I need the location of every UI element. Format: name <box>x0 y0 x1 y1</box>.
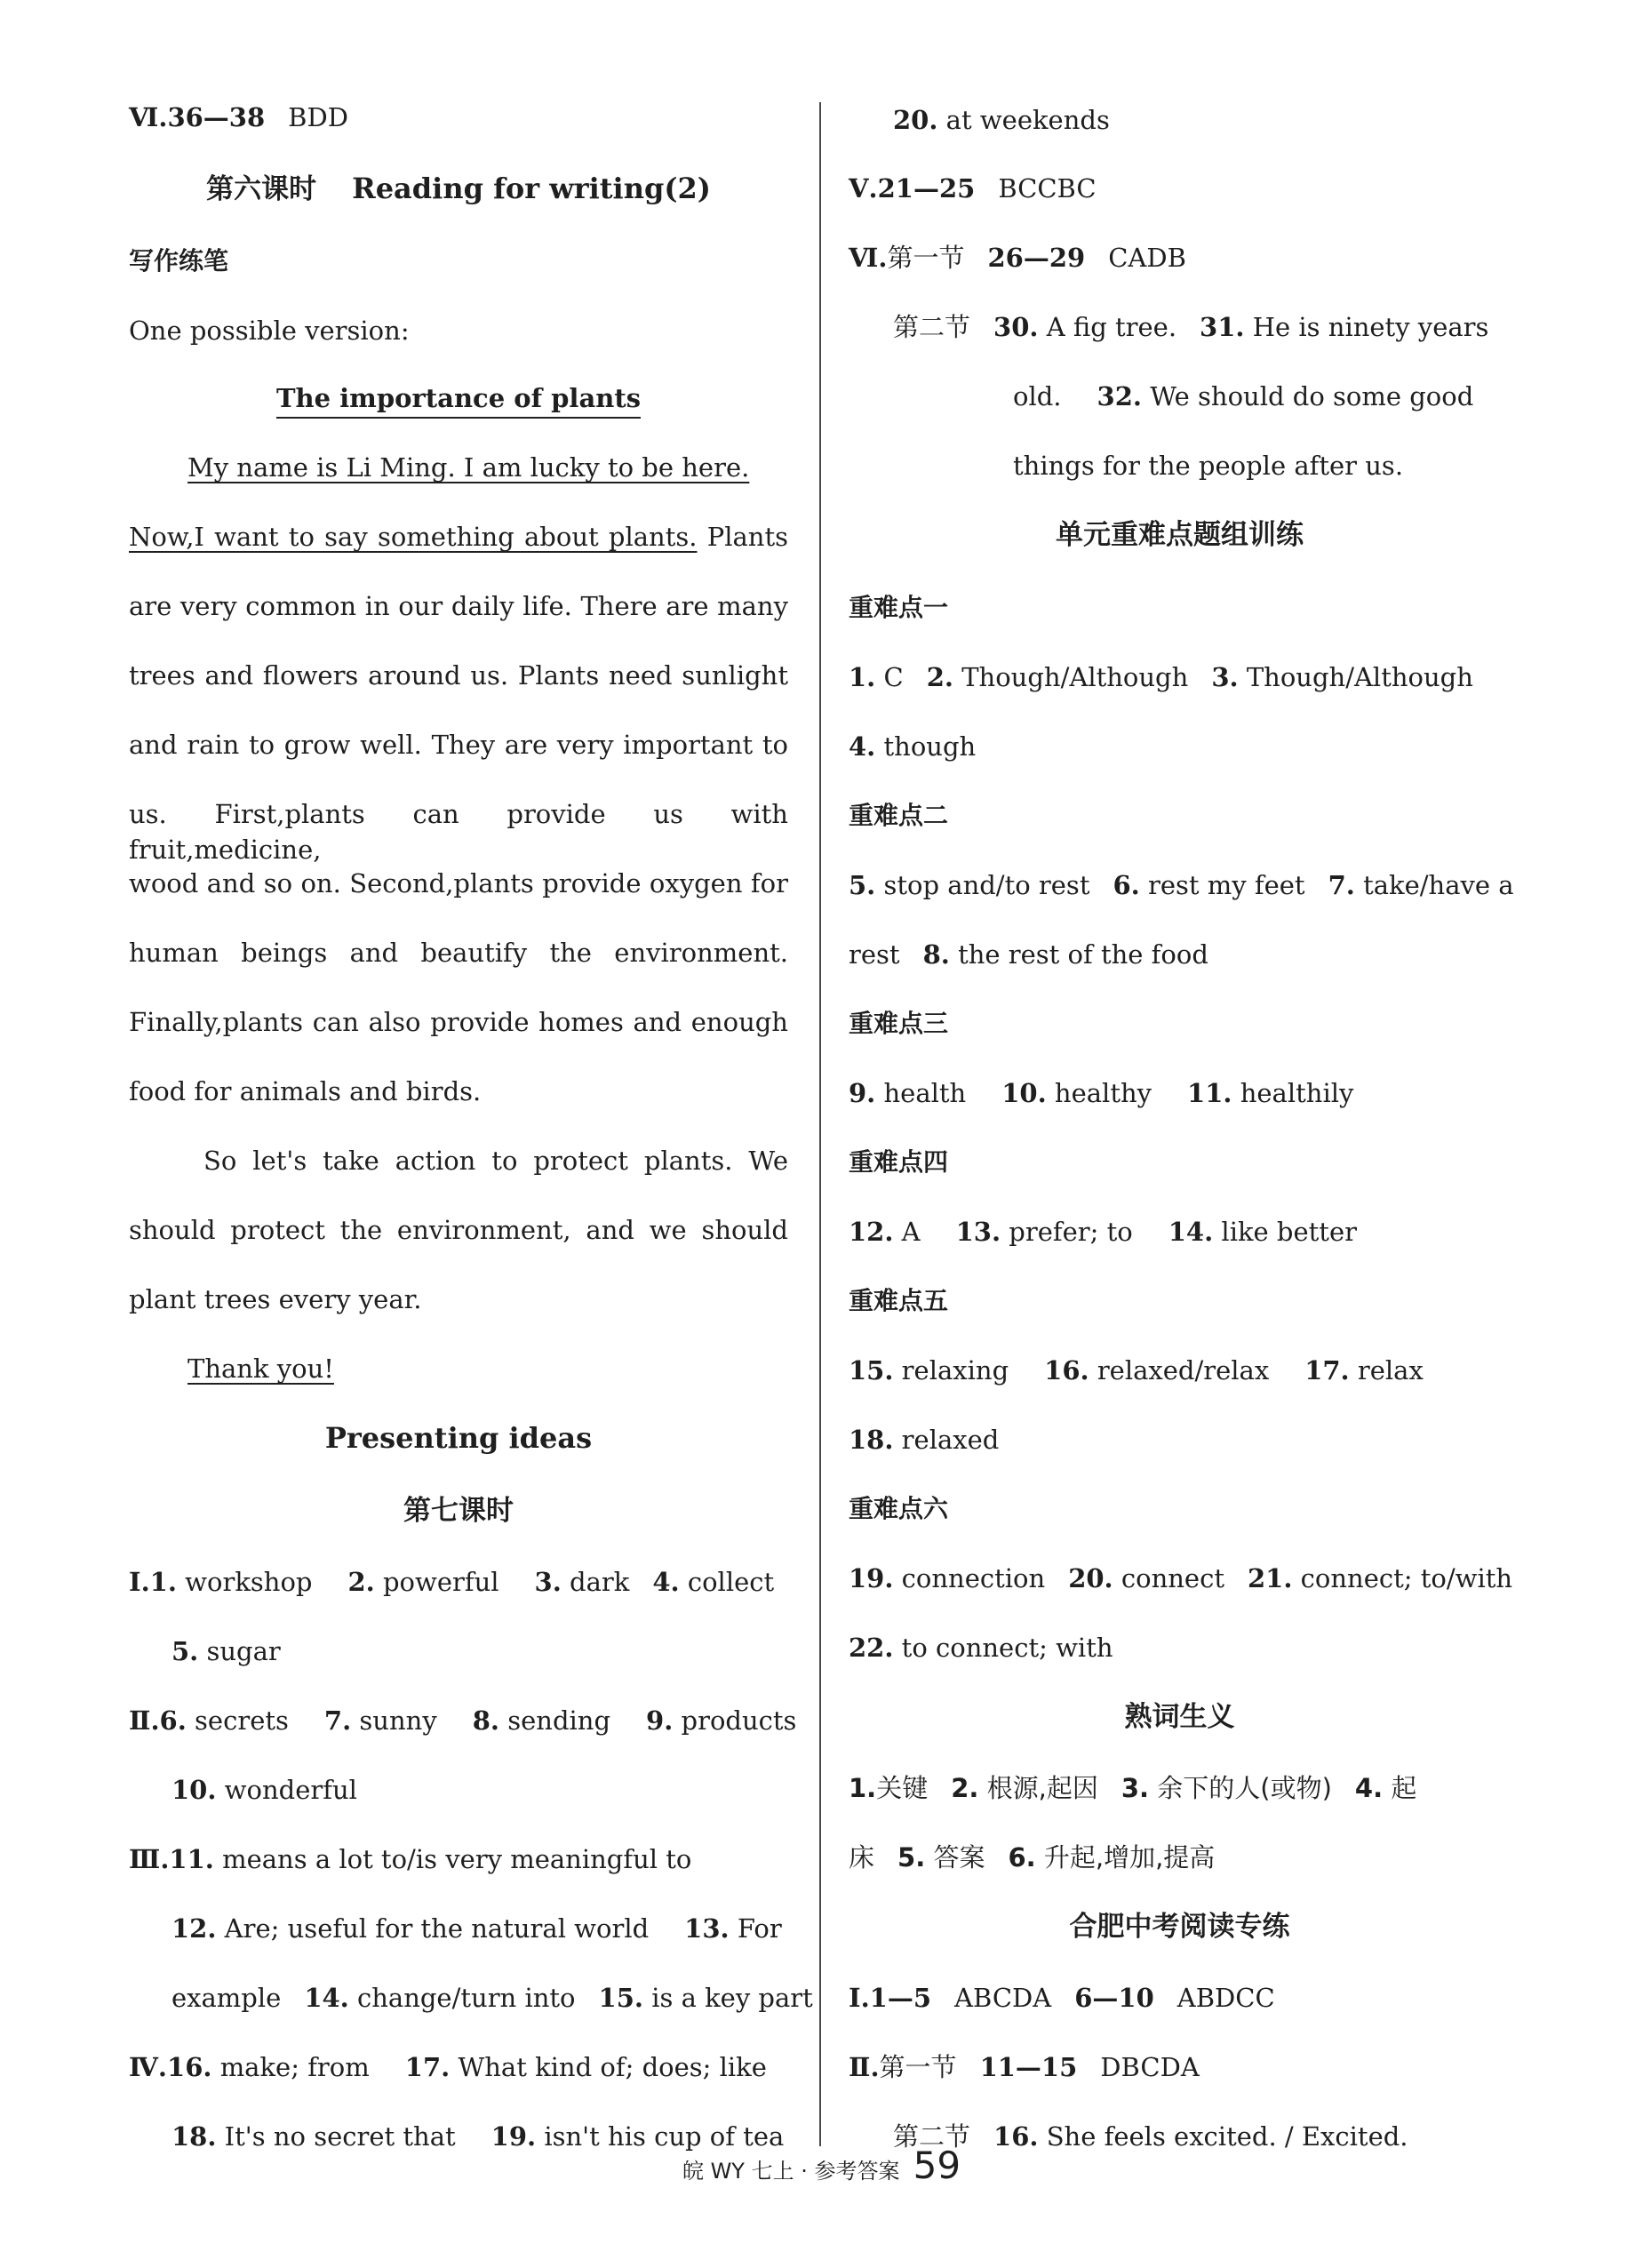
essay-line: should protect the environment, and we should <box>129 1215 788 1245</box>
key-point-tag: 重难点四 <box>849 1147 949 1177</box>
answer-line: Ⅴ.21—25 BCCBC <box>849 173 1097 204</box>
key-point-tag: 重难点六 <box>849 1494 949 1523</box>
essay-line: My name is Li Ming. I am lucky to be here. <box>187 452 750 483</box>
answer-line: 19. connection 20. connect 21. connect; to/with <box>849 1563 1513 1593</box>
answer-line <box>129 100 348 135</box>
answer-line: example 14. change/turn into 15. is a key part <box>171 1983 813 2013</box>
answer-line: 9. health 10. healthy 11. healthily <box>849 1078 1354 1108</box>
essay-line: plant trees every year. <box>129 1284 422 1314</box>
answer-line: 20. at weekends <box>893 105 1110 135</box>
key-point-tag: 重难点三 <box>849 1009 949 1038</box>
essay-closing: Thank you! <box>187 1354 334 1384</box>
answer-line: 10. wonderful <box>171 1775 357 1805</box>
section-tag: Ⅵ. <box>129 102 168 132</box>
key-point-tag: 重难点五 <box>849 1286 949 1315</box>
answer-line: 1. C 2. Though/Although 3. Though/Although <box>849 662 1473 692</box>
page-footer <box>0 2144 1643 2187</box>
answer-line: 第二节 30. A fig tree. 31. He is ninety years <box>893 312 1489 342</box>
section-heading: Presenting ideas <box>324 1421 593 1455</box>
page-number: 59 <box>913 2144 961 2187</box>
answer: BDD <box>288 102 348 132</box>
footer-label: 皖 WY 七上 · 参考答案 <box>682 2159 900 2184</box>
answer-line: old. 32. We should do some good <box>1013 381 1474 411</box>
answer-line: things for the people after us. <box>1013 451 1404 481</box>
lesson-heading: 第六课时 Reading for writing(2) <box>206 172 711 205</box>
answer-line: 4. though <box>849 731 977 762</box>
answer-line: 1.关键 2. 根源,起因 3. 余下的人(或物) 4. 起 <box>849 1773 1417 1803</box>
essay-line: Finally,plants can also provide homes and enough <box>129 1007 788 1037</box>
column-divider <box>819 102 821 2146</box>
answer-line: Ⅳ.16. make; from 17. What kind of; does; like <box>129 2052 767 2082</box>
answer-line: Ⅲ.11. means a lot to/is very meaningful to <box>129 1844 692 1874</box>
essay-line: are very common in our daily life. There are many <box>129 591 788 621</box>
writing-tag: 写作练笔 <box>129 246 229 276</box>
answer-line: 15. relaxing 16. relaxed/relax 17. relax <box>849 1355 1424 1386</box>
lesson-heading: 第七课时 <box>403 1495 514 1527</box>
answer-line: 5. sugar <box>171 1636 281 1666</box>
answer-line: 18. relaxed <box>849 1425 1000 1455</box>
essay-line: human beings and beautify the environment. <box>129 938 788 968</box>
answer-line: 第二节 16. She feels excited. / Excited. <box>893 2121 1408 2152</box>
answer-line: 22. to connect; with <box>849 1633 1113 1663</box>
essay-line: wood and so on. Second,plants provide oxygen for <box>129 868 788 898</box>
key-point-tag: 重难点二 <box>849 801 949 830</box>
answer-line: Ⅱ.6. secrets 7. sunny 8. sending 9. products <box>129 1705 797 1736</box>
answer-line: rest 8. the rest of the food <box>849 939 1208 970</box>
answer-line: Ⅰ.1. workshop 2. powerful 3. dark 4. collect <box>129 1567 775 1597</box>
section-heading: 熟词生义 <box>1124 1701 1235 1733</box>
essay-line: us. First,plants can provide us with fruit,medicine, <box>129 799 788 865</box>
essay-line: and rain to grow well. They are very important to <box>129 730 788 760</box>
section-heading: 单元重难点题组训练 <box>1056 519 1304 551</box>
question-range: 36—38 <box>167 102 266 132</box>
answer-line: 床 5. 答案 6. 升起,增加,提高 <box>849 1842 1216 1873</box>
section-heading: 合肥中考阅读专练 <box>1069 1911 1290 1943</box>
key-point-tag: 重难点一 <box>849 593 949 622</box>
answer-line: Ⅵ.第一节 26—29 CADB <box>849 243 1186 273</box>
answer-line: 5. stop and/to rest 6. rest my feet 7. take/have a <box>849 870 1514 900</box>
essay-title: The importance of plants <box>129 380 788 416</box>
essay-line: food for animals and birds. <box>129 1076 482 1106</box>
essay-line: So let's take action to protect plants. We <box>203 1146 788 1176</box>
essay-line: trees and flowers around us. Plants need sunlight <box>129 660 788 691</box>
possible-version-label: One possible version: <box>129 315 410 346</box>
answer-line: 12. A 13. prefer; to 14. like better <box>849 1217 1357 1247</box>
answer-line: Ⅰ.1—5 ABCDA 6—10 ABDCC <box>849 1983 1275 2013</box>
answer-line: Ⅱ.第一节 11—15 DBCDA <box>849 2052 1200 2082</box>
answer-line: 18. It's no secret that 19. isn't his cup of tea <box>171 2121 785 2152</box>
answer-line: 12. Are; useful for the natural world 13. For <box>171 1913 782 1944</box>
essay-line: Now,I want to say something about plants. Plants <box>129 522 788 552</box>
